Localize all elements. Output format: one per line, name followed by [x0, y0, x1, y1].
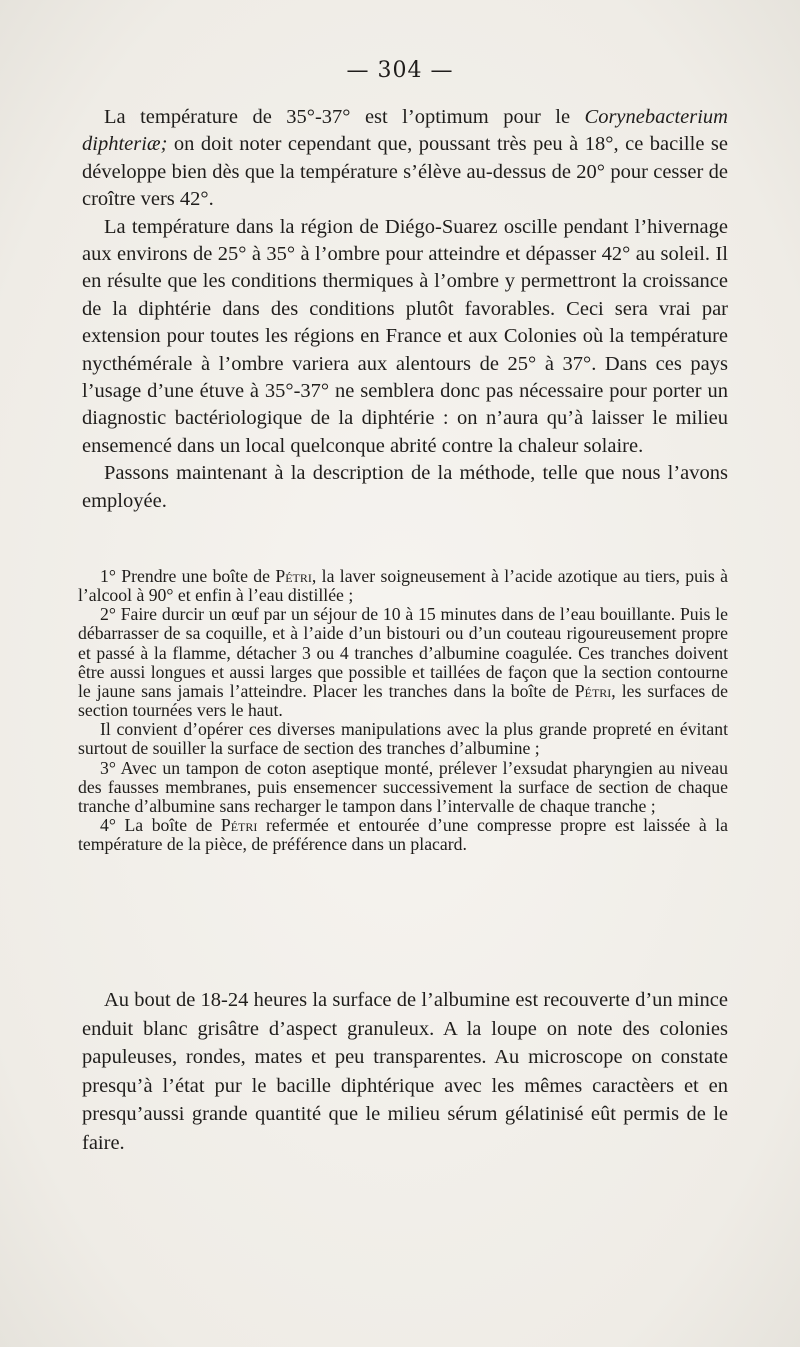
closing-text-block [82, 986, 728, 1157]
species-name: Corynebacterium diphteriæ; [82, 106, 728, 156]
paragraph-method-intro: Passons maintenant à la description de la méthode, telle que nous l’avons employée. [82, 462, 728, 512]
paragraph-results: Au bout de 18-24 heures la surface de l’albumine est recouverte d’un mince enduit blanc grisâtre d’aspect granuleux. A la loupe on note des colonies papuleuses, rondes, mates et peu transparentes. Au microscope on constate presqu’à l’état pur le bacille diphtérique avec les mêmes caractèers et en presqu’aussi grande quantité que le milieu sérum gélatinisé eût permis de le faire. [82, 989, 728, 1154]
step-3: 3° Avec un tampon de coton aseptique monté, prélever l’exsudat pharyngien au niveau des fausses membranes, puis ensemencer successivement la surface de section de chaque tranche d’albumine sans recharger le tampon dans l’intervalle de chaque tranche ; [78, 757, 728, 816]
method-steps [78, 567, 728, 854]
top-text-block [82, 104, 728, 515]
step-2-note: Il convient d’opérer ces diverses manipulations avec la plus grande propreté en évitant surtout de souiller la surface de section des tranches d’albumine ; [78, 719, 728, 759]
petri-name: Pétri [275, 566, 312, 586]
step-2: 2° Faire durcir un œuf par un séjour de 10 à 15 minutes dans de l’eau bouillante. Puis le débarrasser de sa coquille, et à l’aide d’un bistouri ou d’un couteau rigoureusement propre et passé à la flamme, détacher 3 ou 4 tranches d’albumine coagulée. Ces tranches doivent être aussi longues et aussi larges que possible et taillées de façon que la section contourne le jaune sans jamais l’atteindre. Placer les tranches dans la boîte de Pétri, les surfaces de section tournées vers le haut. [78, 604, 728, 721]
paragraph-diego-suarez: La température dans la région de Diégo-Suarez oscille pendant l’hivernage aux environs de 25° à 35° à l’ombre pour atteindre et dépasser 42° au soleil. Il en résulte que les conditions thermiques à l’ombre y permettront la croissance de la diphtérie dans des conditions plutôt favorables. Ceci sera vrai par extension pour toutes les régions en France et aux Colonies où la température nycthémérale à l’ombre variera aux alentours de 25° à 37°. Dans ces pays l’usage d’une étuve à 35°-37° ne semblera donc pas nécessaire pour porter un diagnostic bactériologique de la diphtérie : on n’aura qu’à laisser le milieu ensemencé dans un local quelconque abrité contre la chaleur solaire. [82, 215, 728, 457]
paragraph-optimum-temperature: La température de 35°-37° est l’optimum pour le Corynebacterium diphteriæ; on doit noter cependant que, poussant très peu à 18°, ce bacille se développe bien dès que la température s’élève au-dessus de 20° pour cesser de croître vers 42°. [82, 106, 728, 211]
step-1: 1° Prendre une boîte de Pétri, la laver soigneusement à l’acide azotique au tiers, puis à l’alcool à 90° et enfin à l’eau distillée ; [78, 566, 728, 606]
page-number: — 304 — [346, 58, 454, 83]
petri-name: Pétri [220, 815, 258, 836]
petri-name: Pétri [574, 680, 612, 701]
step-4: 4° La boîte de Pétri refermée et entourée d’une compresse propre est laissée à la température de la pièce, de préférence dans un placard. [78, 815, 728, 855]
